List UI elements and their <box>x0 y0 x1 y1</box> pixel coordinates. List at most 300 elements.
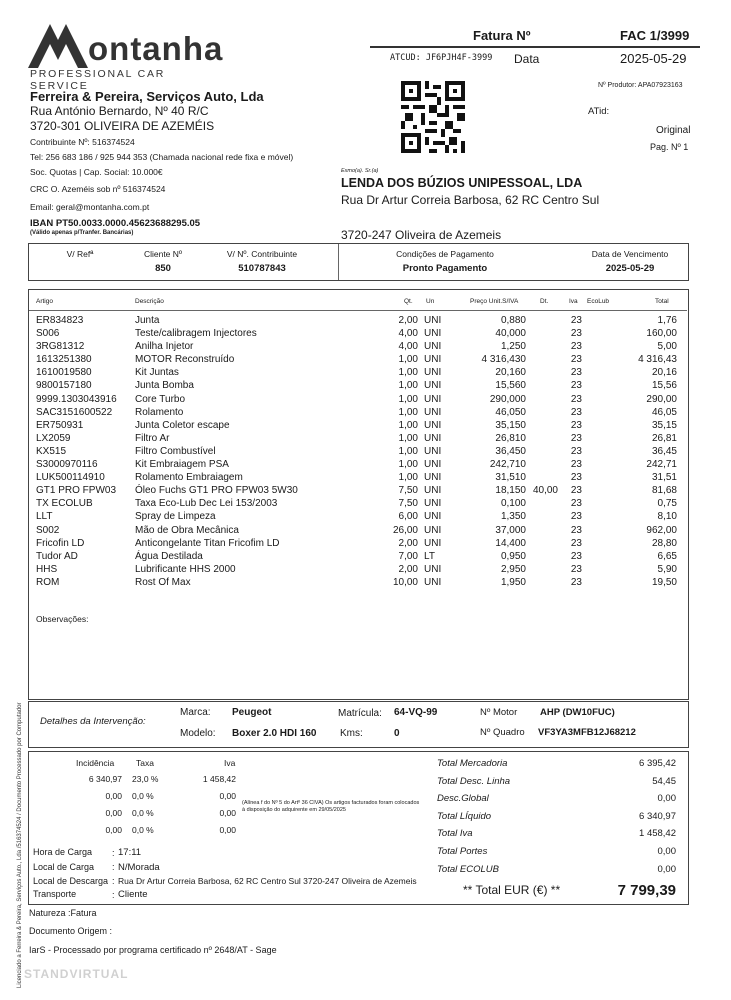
item-ecolub <box>582 576 612 589</box>
tax-note: (Alínea f do Nº 5 do Artº 36 CIVA) Os artigos facturados foram colocados à disposição do adquirente em 29/05/2025 <box>242 800 420 813</box>
footer-cert: IarS - Processado por programa certificado nº 2648/AT - Sage <box>29 945 277 955</box>
issuer-phone: Tel: 256 683 186 / 925 944 353 (Chamada nacional rede fixa e móvel) <box>30 152 294 162</box>
item-total: 4 316,43 <box>638 354 677 366</box>
item-total: 962,00 <box>646 524 677 536</box>
item-total: 20,16 <box>651 367 677 379</box>
item-code: 1610019580 <box>36 367 92 379</box>
item-total: 5,90 <box>657 563 677 575</box>
table-row <box>36 366 677 379</box>
item-description: Óleo Fuchs GT1 PRO FPW03 5W30 <box>135 485 298 497</box>
item-qty: 1,00 <box>398 459 418 471</box>
intervention-label: Detalhes da Intervenção: <box>40 716 146 727</box>
issuer-capital: Soc. Quotas | Cap. Social: 10.000€ <box>30 167 163 177</box>
item-unit: UNI <box>424 328 442 340</box>
item-unit: UNI <box>424 576 442 588</box>
item-ecolub <box>582 550 612 563</box>
kms-value: 0 <box>394 728 400 739</box>
item-ecolub <box>582 524 612 537</box>
item-vat: 23 <box>570 459 582 471</box>
item-vat: 23 <box>570 511 582 523</box>
item-vat: 23 <box>570 393 582 405</box>
tax-incidence: 6 340,97 <box>88 774 122 784</box>
total-value: 0,00 <box>657 846 676 857</box>
qr-code-icon <box>401 80 465 154</box>
total-label: Total Mercadoria <box>437 758 508 769</box>
item-total: 0,75 <box>657 498 677 510</box>
item-price: 40,000 <box>495 328 526 340</box>
summary-divider <box>338 244 339 280</box>
item-price: 36,450 <box>495 445 526 457</box>
customer-postal: 3720-247 Oliveira de Azemeis <box>341 228 502 242</box>
col-iva: Iva <box>569 298 578 305</box>
item-price: 35,150 <box>495 419 526 431</box>
item-description: Água Destilada <box>135 550 203 562</box>
summary-header-nif: V/ Nº. Contribuinte <box>226 249 298 259</box>
item-vat: 23 <box>570 550 582 562</box>
table-row <box>36 576 677 589</box>
item-total: 1,76 <box>657 315 677 326</box>
item-price: 0,100 <box>500 498 526 510</box>
item-qty: 1,00 <box>398 406 418 418</box>
item-ecolub <box>582 353 612 366</box>
issuer-iban: IBAN PT50.0033.0000.45623688295.05 <box>30 218 201 229</box>
table-row <box>36 497 677 510</box>
item-ecolub <box>582 314 612 327</box>
tax-iva: 0,00 <box>219 808 236 818</box>
item-total: 35,15 <box>651 419 677 431</box>
item-vat: 23 <box>570 367 582 379</box>
item-unit: UNI <box>424 472 442 484</box>
item-discount <box>526 327 558 340</box>
logo-tagline: PROFESSIONAL CAR SERVICE <box>30 68 166 92</box>
table-row <box>36 393 677 406</box>
item-price: 20,160 <box>495 367 526 379</box>
observations-label: Observações: <box>36 614 89 624</box>
item-vat: 23 <box>570 445 582 457</box>
total-value: 1 458,42 <box>639 828 676 840</box>
item-qty: 1,00 <box>398 472 418 484</box>
item-qty: 1,00 <box>398 367 418 379</box>
col-descricao: Descrição <box>135 298 164 305</box>
tax-iva: 1 458,42 <box>202 774 236 784</box>
logo <box>28 18 224 92</box>
table-row <box>36 563 677 576</box>
item-description: Junta <box>135 315 160 326</box>
item-price: 14,400 <box>495 537 526 549</box>
item-qty: 2,00 <box>398 315 418 326</box>
item-vat: 23 <box>570 406 582 418</box>
item-vat: 23 <box>570 524 582 536</box>
item-discount <box>526 471 558 484</box>
total-value: 0,00 <box>657 863 676 875</box>
item-discount <box>526 366 558 379</box>
table-row <box>36 471 677 484</box>
carga-label: Local de Carga <box>33 862 95 872</box>
tax-rate: 0,0 % <box>132 791 154 801</box>
item-description: Kit Embraiagem PSA <box>135 459 229 471</box>
table-row <box>36 419 677 432</box>
item-vat: 23 <box>570 563 582 575</box>
summary-nif: 510787843 <box>238 263 286 274</box>
item-total: 15,56 <box>651 380 677 392</box>
grand-total-value: 7 799,39 <box>617 882 676 899</box>
tax-header-incidence: Incidência <box>76 758 115 768</box>
col-qt: Qt. <box>404 298 413 305</box>
modelo-label: Modelo: <box>180 728 216 739</box>
table-row <box>36 524 677 537</box>
item-price: 1,950 <box>500 576 526 588</box>
item-qty: 1,00 <box>398 393 418 405</box>
item-discount: 40,00 <box>532 485 558 497</box>
item-qty: 4,00 <box>398 328 418 340</box>
item-discount <box>526 576 558 589</box>
item-total: 8,10 <box>657 511 677 523</box>
item-ecolub <box>582 340 612 353</box>
item-unit: UNI <box>424 485 442 497</box>
total-label: Desc.Global <box>437 793 489 805</box>
item-unit: UNI <box>424 380 442 392</box>
item-total: 19,50 <box>651 576 677 588</box>
item-unit: UNI <box>424 341 442 353</box>
item-code: LLT <box>36 511 53 523</box>
item-description: Junta Bomba <box>135 380 194 392</box>
table-row <box>36 327 677 340</box>
item-total: 6,65 <box>657 550 677 562</box>
item-total: 242,71 <box>646 459 677 471</box>
item-price: 242,710 <box>489 459 526 471</box>
item-ecolub <box>582 510 612 523</box>
tax-rate: 0,0 % <box>132 808 154 818</box>
total-value: 6 340,97 <box>639 810 676 822</box>
issuer-company: Ferreira & Pereira, Serviços Auto, Lda <box>30 89 264 104</box>
footer-natureza: Natureza :Fatura <box>29 908 97 918</box>
table-row <box>36 537 677 550</box>
item-unit: UNI <box>424 459 442 471</box>
table-row <box>36 340 677 353</box>
item-code: HHS <box>36 563 58 575</box>
item-discount <box>526 524 558 537</box>
table-row <box>36 458 677 471</box>
total-value: 6 395,42 <box>639 758 676 769</box>
item-ecolub <box>582 406 612 419</box>
summary-header-client: Cliente Nº <box>143 249 183 259</box>
item-unit: UNI <box>424 537 442 549</box>
item-price: 1,350 <box>500 511 526 523</box>
item-discount <box>526 419 558 432</box>
matricula-value: 64-VQ-99 <box>394 707 438 718</box>
item-vat: 23 <box>570 328 582 340</box>
motor-label: Nº Motor <box>480 707 518 718</box>
item-code: SAC3151600522 <box>36 406 113 418</box>
invoice-atcud: ATCUD: JF6PJH4F-3999 <box>390 53 493 63</box>
item-code: 9999.1303043916 <box>36 393 117 405</box>
carga-value: N/Morada <box>118 862 160 873</box>
item-code: S002 <box>36 524 60 536</box>
item-vat: 23 <box>570 354 582 366</box>
item-unit: UNI <box>424 393 442 405</box>
total-label: Total LÍquido <box>437 810 492 822</box>
item-description: Mão de Obra Mecânica <box>135 524 239 536</box>
item-discount <box>526 432 558 445</box>
item-qty: 1,00 <box>398 419 418 431</box>
item-total: 36,45 <box>651 445 677 457</box>
item-qty: 4,00 <box>398 341 418 353</box>
item-ecolub <box>582 497 612 510</box>
item-price: 31,510 <box>495 472 526 484</box>
item-vat: 23 <box>570 419 582 431</box>
item-description: Spray de Limpeza <box>135 511 216 523</box>
side-license-text: Licenciado a Ferreira & Pereira, Serviços Auto., Lda /516374524 / Documento Processado por Computador <box>17 702 23 988</box>
item-qty: 2,00 <box>398 537 418 549</box>
invoice-number: FAC 1/3999 <box>620 28 690 43</box>
item-total: 28,80 <box>651 537 677 549</box>
summary-header-due: Data de Vencimento <box>591 249 669 259</box>
table-row <box>36 379 677 392</box>
col-total: Total <box>655 298 669 305</box>
item-qty: 6,00 <box>398 511 418 523</box>
col-un: Un <box>426 298 435 305</box>
tax-rate: 0,0 % <box>132 825 154 835</box>
item-code: ER834823 <box>36 315 84 326</box>
item-code: 9800157180 <box>36 380 92 392</box>
item-description: Kit Juntas <box>135 367 179 379</box>
item-code: LX2059 <box>36 432 71 444</box>
col-artigo: Artigo <box>36 298 53 305</box>
item-description: Lubrificante HHS 2000 <box>135 563 236 575</box>
item-vat: 23 <box>570 472 582 484</box>
item-discount <box>526 458 558 471</box>
quadro-label: Nº Quadro <box>480 727 525 738</box>
item-ecolub <box>582 563 612 576</box>
item-qty: 2,00 <box>398 563 418 575</box>
item-price: 290,000 <box>489 393 526 405</box>
marca-value: Peugeot <box>232 707 272 718</box>
item-unit: UNI <box>424 367 442 379</box>
table-row <box>36 353 677 366</box>
table-row <box>36 510 677 523</box>
item-vat: 23 <box>570 576 582 588</box>
item-total: 5,00 <box>657 341 677 353</box>
grand-total-label: ** Total EUR (€) ** <box>463 883 561 897</box>
marca-label: Marca: <box>180 707 211 718</box>
item-code: 1613251380 <box>36 354 92 366</box>
item-code: KX515 <box>36 445 67 457</box>
item-discount <box>526 406 558 419</box>
table-row <box>36 314 677 327</box>
items-table <box>36 314 677 589</box>
item-unit: LT <box>424 550 435 562</box>
total-label: Total Desc. Linha <box>437 775 511 787</box>
item-ecolub <box>582 379 612 392</box>
item-discount <box>526 314 558 327</box>
invoice-type-label: Fatura Nº <box>473 28 531 43</box>
logo-name: ontanha <box>88 30 224 67</box>
item-code: ROM <box>36 576 60 588</box>
item-vat: 23 <box>570 485 582 497</box>
issuer-crc: CRC O. Azeméis sob nº 516374524 <box>30 184 166 194</box>
item-qty: 1,00 <box>398 380 418 392</box>
item-total: 81,68 <box>651 485 677 497</box>
item-code: ER750931 <box>36 419 84 431</box>
invoice-producer: Nº Produtor: APA07923163 <box>598 82 683 89</box>
col-price: Preço Unit.S/IVA <box>470 298 519 305</box>
total-label: Total Iva <box>437 828 473 840</box>
item-description: Taxa Eco-Lub Dec Lei 153/2003 <box>135 498 278 510</box>
item-description: Anilha Injetor <box>135 341 194 353</box>
item-ecolub <box>582 327 612 340</box>
transporte-value: Cliente <box>118 889 148 900</box>
item-description: Core Turbo <box>135 393 186 405</box>
modelo-value: Boxer 2.0 HDI 160 <box>232 728 317 739</box>
item-unit: UNI <box>424 511 442 523</box>
tax-incidence: 0,00 <box>105 808 122 818</box>
col-dt: Dt. <box>540 298 549 305</box>
issuer-iban-note: (Válido apenas p/Tranfer. Bancárias) <box>30 230 134 236</box>
item-description: Filtro Combustível <box>135 445 216 457</box>
item-qty: 7,50 <box>398 485 418 497</box>
total-value: 54,45 <box>652 775 676 787</box>
item-discount <box>526 537 558 550</box>
item-qty: 10,00 <box>392 576 418 588</box>
item-total: 290,00 <box>646 393 677 405</box>
item-code: S3000970116 <box>36 459 98 471</box>
item-qty: 1,00 <box>398 432 418 444</box>
item-unit: UNI <box>424 315 442 326</box>
item-discount <box>526 340 558 353</box>
total-label: Total Portes <box>437 846 488 857</box>
tax-incidence: 0,00 <box>105 791 122 801</box>
summary-due: 2025-05-29 <box>605 263 655 274</box>
colon-marks: : : : : <box>112 848 115 900</box>
summary-client: 850 <box>155 263 171 274</box>
quadro-value: VF3YA3MFB12J68212 <box>538 727 636 738</box>
table-row <box>36 406 677 419</box>
issuer-address2: 3720-301 OLIVEIRA DE AZEMÉIS <box>30 119 215 133</box>
item-ecolub <box>582 471 612 484</box>
tax-rate: 23,0 % <box>132 774 159 784</box>
item-code: LUK500114910 <box>36 472 105 484</box>
item-unit: UNI <box>424 445 442 457</box>
item-vat: 23 <box>570 380 582 392</box>
item-ecolub <box>582 445 612 458</box>
tax-iva: 0,00 <box>219 791 236 801</box>
item-discount <box>526 379 558 392</box>
tax-iva: 0,00 <box>219 825 236 835</box>
item-price: 18,150 <box>495 485 526 497</box>
invoice-page: Pag. Nº 1 <box>650 142 689 152</box>
invoice-original: Original <box>656 125 691 136</box>
hora-label: Hora de Carga <box>33 847 93 857</box>
item-price: 15,560 <box>495 380 526 392</box>
item-unit: UNI <box>424 354 442 366</box>
tax-header-rate: Taxa <box>136 758 154 768</box>
summary-payment: Pronto Pagamento <box>402 263 488 274</box>
item-description: Filtro Ar <box>135 432 170 444</box>
item-discount <box>526 445 558 458</box>
item-ecolub <box>582 537 612 550</box>
tax-header-iva: Iva <box>224 758 236 768</box>
tax-incidence: 0,00 <box>105 825 122 835</box>
item-price: 2,950 <box>500 563 526 575</box>
issuer-address1: Rua António Bernardo, Nº 40 R/C <box>30 104 209 118</box>
footer-origem: Documento Origem : <box>29 926 113 936</box>
item-vat: 23 <box>570 498 582 510</box>
col-ecolub: EcoLub <box>587 298 610 305</box>
item-discount <box>526 550 558 563</box>
item-discount <box>526 353 558 366</box>
item-unit: UNI <box>424 406 442 418</box>
item-qty: 7,50 <box>398 498 418 510</box>
item-unit: UNI <box>424 419 442 431</box>
customer-attn: Exmo(a). Sr.(a) <box>341 168 379 174</box>
item-total: 160,00 <box>646 328 677 340</box>
item-ecolub <box>582 419 612 432</box>
item-description: Anticongelante Titan Fricofim LD <box>135 537 280 549</box>
item-description: Teste/calibragem Injectores <box>135 328 257 340</box>
item-code: Fricofin LD <box>36 537 85 549</box>
descarga-label: Local de Descarga <box>33 876 109 886</box>
invoice-date: 2025-05-29 <box>620 51 687 66</box>
item-price: 1,250 <box>500 341 526 353</box>
item-ecolub <box>582 458 612 471</box>
item-qty: 1,00 <box>398 354 418 366</box>
motor-value: AHP (DW10FUC) <box>540 707 615 718</box>
items-header-rule <box>29 310 687 311</box>
item-discount <box>526 563 558 576</box>
item-description: Rost Of Max <box>135 576 191 588</box>
item-vat: 23 <box>570 341 582 353</box>
invoice-date-label: Data <box>514 52 540 66</box>
hora-value: 17:11 <box>118 847 142 858</box>
item-unit: UNI <box>424 524 442 536</box>
table-row <box>36 484 677 497</box>
item-unit: UNI <box>424 563 442 575</box>
item-qty: 7,00 <box>398 550 418 562</box>
invoice-atid: ATid: <box>588 106 610 117</box>
issuer-email: Email: geral@montanha.com.pt <box>30 202 150 212</box>
item-vat: 23 <box>570 315 582 326</box>
item-price: 46,050 <box>495 406 526 418</box>
item-discount <box>526 510 558 523</box>
item-code: Tudor AD <box>36 550 78 562</box>
summary-header-ref: V/ Refª <box>66 249 94 259</box>
item-ecolub <box>582 393 612 406</box>
matricula-label: Matrícula: <box>338 708 382 719</box>
item-price: 0,880 <box>500 315 526 326</box>
item-vat: 23 <box>570 537 582 549</box>
total-label: Total ECOLUB <box>437 863 499 875</box>
item-ecolub <box>582 484 612 497</box>
summary-header-payment: Condições de Pagamento <box>396 249 494 259</box>
customer-address: Rua Dr Artur Correia Barbosa, 62 RC Centro Sul <box>341 193 600 207</box>
kms-label: Kms: <box>340 728 363 739</box>
item-code: TX ECOLUB <box>36 498 93 510</box>
item-price: 4 316,430 <box>481 354 526 366</box>
table-row <box>36 550 677 563</box>
item-description: MOTOR Reconstruído <box>135 354 235 366</box>
item-qty: 26,00 <box>392 524 418 536</box>
item-total: 26,81 <box>651 432 677 444</box>
item-code: 3RG81312 <box>36 341 85 353</box>
header-rule <box>370 46 700 48</box>
item-unit: UNI <box>424 432 442 444</box>
table-row <box>36 445 677 458</box>
item-ecolub <box>582 432 612 445</box>
item-vat: 23 <box>570 432 582 444</box>
item-discount <box>526 393 558 406</box>
item-description: Junta Coletor escape <box>135 419 230 431</box>
item-description: Rolamento <box>135 406 184 418</box>
